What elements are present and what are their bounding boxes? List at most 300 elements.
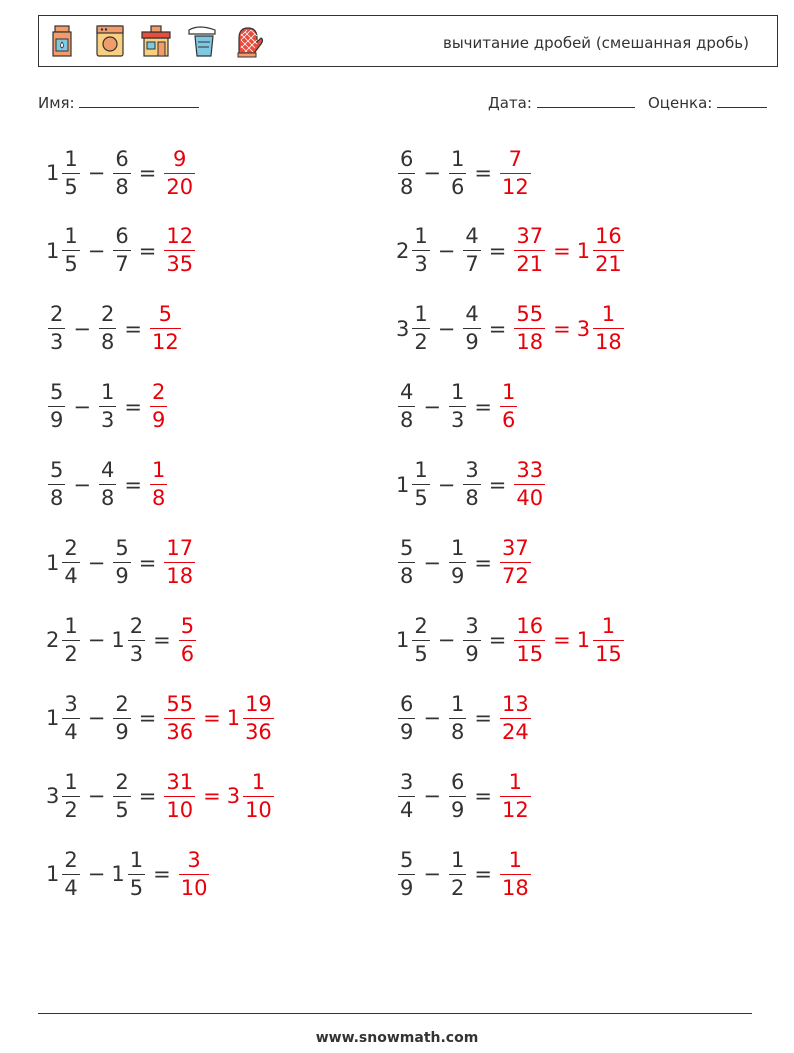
- denominator: 6: [180, 641, 195, 666]
- answer: [512, 226, 625, 275]
- numerator: 5: [50, 458, 64, 483]
- fraction: [150, 460, 167, 509]
- denominator: 9: [115, 564, 129, 588]
- fraction: [398, 538, 415, 587]
- answer: [148, 460, 169, 509]
- answer-fraction: [162, 146, 197, 199]
- minus-sign: −: [423, 550, 441, 575]
- numerator: 1: [129, 847, 144, 872]
- subtrahend: [97, 460, 118, 509]
- name-label: Имя:: [38, 94, 75, 112]
- answer-fraction: [498, 769, 533, 822]
- subtrahend: [447, 382, 468, 431]
- answer-fraction: [512, 613, 547, 666]
- numerator: 37: [516, 224, 544, 249]
- fraction: [113, 691, 130, 744]
- denominator: 12: [501, 174, 529, 199]
- denominator: 3: [414, 252, 428, 277]
- whole-number: 1: [46, 550, 60, 575]
- equals-sign: =: [474, 161, 492, 185]
- denominator: 15: [516, 641, 544, 666]
- denominator: 24: [501, 719, 529, 744]
- answer: [512, 460, 547, 509]
- numerator: 1: [151, 458, 166, 483]
- whole-number: 1: [46, 862, 60, 887]
- header-box: [38, 15, 778, 67]
- fraction: [62, 538, 79, 587]
- numerator: 4: [100, 458, 115, 483]
- fraction: [412, 613, 429, 666]
- answer-mixed-number: [576, 613, 626, 666]
- minus-sign: −: [437, 628, 456, 653]
- equals-sign: =: [488, 472, 507, 497]
- answer: [148, 382, 169, 431]
- numerator: 2: [115, 769, 129, 794]
- subtrahend: [447, 769, 468, 822]
- footer-divider: [38, 1013, 752, 1014]
- denominator: 40: [516, 486, 544, 511]
- fraction: [164, 146, 195, 199]
- numerator: 1: [450, 380, 465, 405]
- numerator: 5: [180, 613, 195, 638]
- fraction: [398, 691, 415, 744]
- problem-item: [46, 297, 183, 361]
- fraction: [514, 304, 545, 353]
- denominator: 8: [400, 174, 414, 199]
- numerator: 1: [414, 224, 428, 249]
- minus-sign: −: [423, 394, 441, 419]
- fraction: [449, 146, 466, 199]
- whole-number: 1: [226, 706, 241, 731]
- answer: [177, 613, 198, 666]
- equals-sign: =: [474, 550, 492, 575]
- grade-label: Оценка:: [648, 94, 713, 112]
- denominator: 5: [64, 174, 78, 199]
- denominator: 3: [100, 408, 115, 433]
- denominator: 20: [166, 174, 194, 199]
- minus-sign: −: [87, 706, 106, 731]
- date-label: Дата:: [488, 94, 532, 112]
- minuend: [46, 146, 82, 199]
- denominator: 4: [64, 564, 78, 588]
- fraction: [99, 460, 116, 509]
- fraction: [514, 226, 545, 275]
- fraction: [150, 304, 181, 353]
- footer-url[interactable]: www.snowmath.com: [315, 1030, 479, 1046]
- answer-fraction: [512, 304, 547, 353]
- fraction: [179, 613, 196, 666]
- worksheet-title: вычитание дробей (смешанная дробь): [442, 34, 749, 52]
- answer-fraction: [512, 226, 547, 275]
- problem-item: [46, 608, 198, 672]
- subtrahend: [111, 226, 132, 275]
- fraction: [593, 304, 624, 353]
- minuend: [46, 613, 82, 666]
- grade-blank[interactable]: [717, 93, 767, 108]
- answer-fraction: [498, 691, 533, 744]
- minus-sign: −: [73, 472, 91, 497]
- answer-fraction: [162, 226, 197, 275]
- subtrahend: [447, 538, 468, 587]
- subtrahend: [111, 613, 147, 666]
- minus-sign: −: [73, 394, 91, 419]
- fraction: [412, 304, 429, 353]
- fraction: [463, 613, 480, 666]
- denominator: 9: [465, 330, 479, 355]
- whole-number: 1: [46, 706, 60, 731]
- problem-item: [396, 842, 533, 906]
- minus-sign: −: [87, 550, 106, 575]
- numerator: 2: [129, 613, 144, 638]
- equals-sign: =: [138, 706, 157, 731]
- fraction: [62, 691, 79, 744]
- denominator: 10: [180, 875, 208, 900]
- problem-item: [46, 453, 169, 517]
- subtrahend: [97, 304, 118, 353]
- denominator: 21: [516, 252, 544, 277]
- problem-item: [46, 219, 197, 283]
- numerator: 37: [501, 536, 529, 560]
- problem-item: [46, 531, 197, 595]
- equals-sign: =: [474, 784, 492, 809]
- numerator: 55: [516, 302, 544, 327]
- date-blank[interactable]: [537, 93, 635, 108]
- numerator: 5: [50, 380, 64, 405]
- problem-item: [46, 842, 211, 906]
- fraction: [62, 769, 79, 822]
- answer: [512, 304, 625, 353]
- numerator: 1: [508, 847, 523, 872]
- minus-sign: −: [437, 316, 456, 341]
- fraction: [412, 226, 429, 275]
- minuend: [46, 691, 82, 744]
- whole-number: 2: [396, 238, 410, 263]
- answer-fraction: [498, 382, 519, 431]
- numerator: 6: [400, 146, 414, 171]
- problem-item: [396, 375, 519, 439]
- numerator: 1: [64, 146, 78, 171]
- fraction: [500, 691, 531, 744]
- numerator: 2: [414, 613, 428, 638]
- answer-mixed-number: [226, 769, 276, 822]
- equals-sign: =: [203, 706, 221, 731]
- fraction: [113, 146, 130, 199]
- fraction: [164, 538, 195, 587]
- denominator: 9: [450, 797, 465, 822]
- answer-fraction: [148, 460, 169, 509]
- numerator: 1: [601, 302, 616, 327]
- whole-number: 1: [111, 628, 125, 653]
- equals-sign: =: [138, 238, 157, 263]
- denominator: 8: [100, 330, 115, 355]
- numerator: 16: [516, 613, 544, 638]
- denominator: 18: [501, 875, 529, 900]
- minuend: [46, 769, 82, 822]
- denominator: 5: [414, 486, 428, 511]
- fraction: [179, 847, 210, 900]
- denominator: 21: [595, 252, 622, 277]
- denominator: 8: [400, 408, 414, 433]
- answer-fraction: [512, 460, 547, 509]
- minus-sign: −: [423, 784, 441, 809]
- denominator: 10: [166, 797, 194, 822]
- minuend: [396, 769, 417, 822]
- minus-sign: −: [423, 706, 441, 731]
- subtrahend: [461, 304, 482, 353]
- whole-number: 1: [46, 238, 60, 263]
- denominator: 12: [501, 797, 529, 822]
- denominator: 36: [166, 719, 194, 744]
- equals-sign: =: [124, 316, 142, 341]
- fraction: [398, 146, 415, 199]
- denominator: 2: [64, 797, 78, 822]
- denominator: 5: [414, 641, 428, 666]
- denominator: 8: [400, 564, 414, 588]
- denominator: 12: [151, 330, 179, 355]
- numerator: 13: [501, 691, 529, 716]
- answer-fraction: [162, 691, 197, 744]
- denominator: 35: [166, 252, 194, 277]
- answer-fraction: [177, 613, 198, 666]
- fraction: [593, 613, 624, 666]
- minuend: [46, 226, 82, 275]
- equals-sign: =: [553, 238, 571, 263]
- answer-fraction: [162, 538, 197, 587]
- whole-number: 3: [396, 316, 410, 341]
- denominator: 3: [450, 408, 465, 433]
- answer-mixed-number: [577, 304, 626, 353]
- minuend: [396, 382, 417, 431]
- minuend: [396, 226, 432, 275]
- fraction: [449, 691, 466, 744]
- fraction: [164, 226, 195, 275]
- equals-sign: =: [153, 862, 171, 887]
- denominator: 8: [465, 486, 479, 511]
- minuend: [396, 460, 432, 509]
- numerator: 1: [450, 847, 465, 872]
- numerator: 7: [508, 146, 523, 171]
- fraction: [150, 382, 167, 431]
- minuend: [46, 304, 67, 353]
- fraction: [500, 847, 531, 900]
- fraction: [500, 538, 531, 587]
- answer-fraction: [177, 847, 212, 900]
- minus-sign: −: [423, 862, 441, 887]
- numerator: 12: [166, 224, 194, 249]
- denominator: 5: [129, 875, 144, 900]
- fraction: [243, 691, 274, 744]
- denominator: 6: [501, 408, 516, 433]
- answer: [162, 691, 275, 744]
- equals-sign: =: [488, 316, 507, 341]
- fraction: [500, 382, 517, 431]
- fraction: [113, 226, 130, 275]
- numerator: 1: [450, 536, 465, 560]
- fraction: [463, 226, 480, 275]
- numerator: 19: [245, 691, 272, 716]
- answer-fraction: [162, 769, 197, 822]
- denominator: 9: [450, 564, 465, 588]
- subtrahend: [111, 847, 147, 900]
- oven-icon: [93, 22, 127, 60]
- denominator: 72: [501, 564, 529, 588]
- numerator: 1: [251, 769, 266, 794]
- fraction: [62, 226, 79, 275]
- answer: [498, 691, 533, 744]
- name-field[interactable]: [38, 93, 199, 112]
- numerator: 1: [100, 380, 115, 405]
- denominator: 9: [151, 408, 166, 433]
- numerator: 4: [465, 224, 479, 249]
- numerator: 9: [173, 146, 187, 171]
- numerator: 3: [400, 769, 414, 794]
- denominator: 8: [100, 486, 115, 511]
- denominator: 9: [465, 641, 479, 666]
- equals-sign: =: [138, 550, 157, 575]
- denominator: 4: [400, 797, 414, 822]
- problem-item: [396, 297, 626, 361]
- minus-sign: −: [423, 161, 441, 185]
- fraction: [514, 613, 545, 666]
- numerator: 1: [450, 146, 465, 171]
- numerator: 2: [115, 691, 129, 716]
- denominator: 8: [450, 719, 465, 744]
- whole-number: 3: [46, 784, 60, 809]
- numerator: 33: [516, 458, 544, 483]
- answer: [162, 769, 275, 822]
- minuend: [396, 847, 417, 900]
- fraction: [48, 382, 65, 431]
- denominator: 10: [245, 797, 272, 822]
- numerator: 6: [115, 146, 129, 171]
- denominator: 7: [115, 252, 129, 277]
- denominator: 7: [465, 252, 479, 277]
- answer: [512, 613, 625, 666]
- fraction: [500, 769, 531, 822]
- numerator: 2: [64, 536, 78, 560]
- denominator: 36: [245, 719, 272, 744]
- minuend: [396, 691, 417, 744]
- denominator: 8: [50, 486, 64, 511]
- numerator: 3: [465, 613, 479, 638]
- problem-item: [46, 375, 169, 439]
- numerator: 2: [64, 847, 78, 872]
- answer-fraction: [148, 382, 169, 431]
- whole-number: 2: [46, 628, 60, 653]
- numerator: 1: [450, 691, 465, 716]
- whole-number: 1: [576, 628, 591, 653]
- problem-item: [396, 219, 626, 283]
- equals-sign: =: [124, 394, 142, 419]
- answer: [498, 538, 533, 587]
- grade-field[interactable]: [648, 93, 767, 112]
- whole-number: 3: [226, 784, 241, 809]
- answer-fraction: [148, 304, 183, 353]
- fraction: [500, 146, 531, 199]
- numerator: 6: [450, 769, 465, 794]
- fraction: [398, 382, 415, 431]
- numerator: 3: [465, 458, 479, 483]
- oven-mitt-icon: [231, 22, 265, 60]
- denominator: 5: [115, 797, 129, 822]
- answer: [498, 146, 533, 199]
- denominator: 2: [414, 330, 428, 355]
- numerator: 1: [601, 613, 616, 638]
- fraction: [99, 382, 116, 431]
- milk-carton-icon: [47, 22, 81, 60]
- answer-fraction: [498, 538, 533, 587]
- subtrahend: [461, 226, 482, 275]
- minus-sign: −: [87, 628, 106, 653]
- problem-item: [396, 531, 533, 595]
- numerator: 1: [501, 380, 516, 405]
- minuend: [396, 146, 417, 199]
- subtrahend: [97, 382, 118, 431]
- equals-sign: =: [138, 161, 157, 185]
- fraction: [113, 769, 130, 822]
- icon-row: [47, 22, 265, 60]
- answer: [498, 769, 533, 822]
- equals-sign: =: [474, 862, 492, 887]
- problem-item: [46, 141, 197, 205]
- denominator: 3: [129, 641, 144, 666]
- subtrahend: [447, 146, 468, 199]
- numerator: 6: [400, 691, 414, 716]
- numerator: 17: [166, 536, 194, 560]
- fraction: [449, 382, 466, 431]
- denominator: 8: [115, 174, 129, 199]
- fraction: [128, 613, 145, 666]
- date-field[interactable]: [488, 93, 635, 112]
- fraction: [449, 538, 466, 587]
- numerator: 4: [400, 380, 414, 405]
- denominator: 6: [450, 174, 465, 199]
- answer: [498, 382, 519, 431]
- denominator: 18: [166, 564, 194, 588]
- numerator: 2: [151, 380, 166, 405]
- answer: [498, 847, 533, 900]
- name-blank[interactable]: [79, 93, 199, 108]
- whole-number: 3: [576, 316, 591, 341]
- denominator: 9: [50, 408, 64, 433]
- equals-sign: =: [553, 628, 571, 653]
- denominator: 18: [516, 330, 544, 355]
- denominator: 5: [64, 252, 78, 277]
- fraction: [463, 304, 480, 353]
- shop-icon: [139, 22, 173, 60]
- numerator: 3: [187, 847, 201, 872]
- numerator: 16: [595, 224, 622, 249]
- problem-item: [46, 686, 276, 750]
- fraction: [412, 460, 429, 509]
- whole-number: 1: [396, 628, 410, 653]
- equals-sign: =: [488, 628, 507, 653]
- numerator: 1: [414, 302, 428, 327]
- minus-sign: −: [437, 238, 456, 263]
- answer: [162, 146, 197, 199]
- numerator: 2: [50, 302, 64, 327]
- fraction: [48, 304, 65, 353]
- numerator: 5: [158, 302, 173, 327]
- subtrahend: [111, 691, 132, 744]
- numerator: 1: [64, 769, 78, 794]
- problem-item: [396, 686, 533, 750]
- whole-number: 1: [396, 472, 410, 497]
- minuend: [396, 613, 432, 666]
- denominator: 18: [595, 330, 622, 355]
- minus-sign: −: [87, 161, 106, 185]
- numerator: 4: [465, 302, 479, 327]
